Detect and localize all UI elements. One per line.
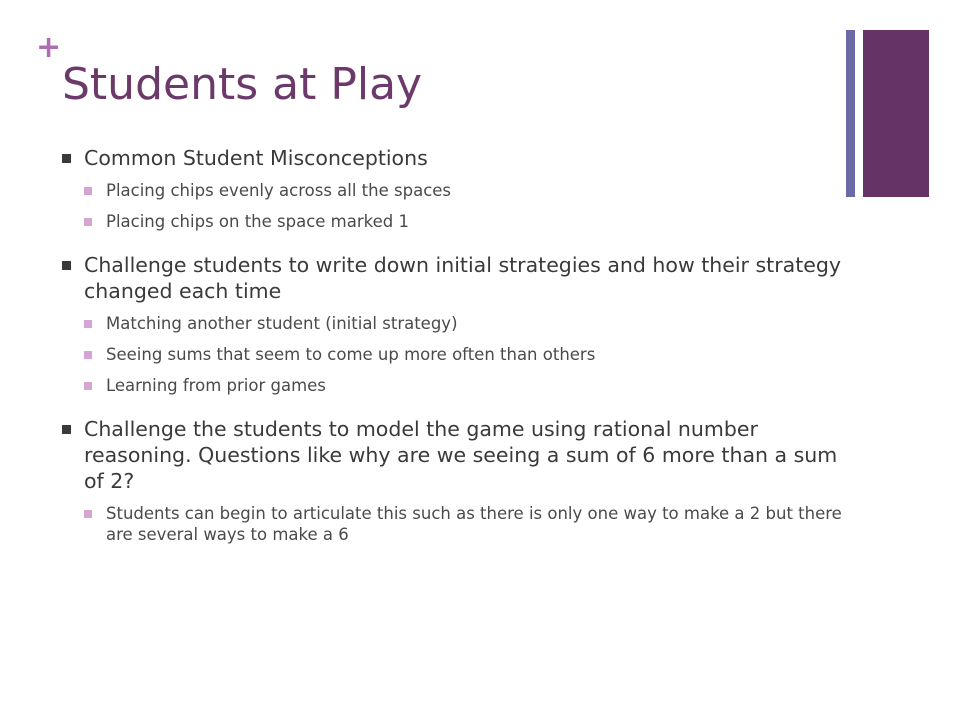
bullet-level2 bbox=[62, 211, 842, 232]
slide-content bbox=[62, 145, 842, 545]
bullet-level2 bbox=[62, 375, 842, 396]
slide-title: Students at Play bbox=[62, 59, 423, 110]
sub-bullet-text: Placing chips evenly across all the spaces bbox=[106, 181, 452, 200]
bullet-level1 bbox=[62, 145, 842, 171]
sub-bullet-text: Seeing sums that seem to come up more often than others bbox=[106, 345, 596, 364]
square-bullet-icon bbox=[84, 218, 92, 226]
sub-bullet-text: Learning from prior games bbox=[106, 376, 326, 395]
bullet-level1 bbox=[62, 416, 842, 494]
bullet-level1 bbox=[62, 252, 842, 304]
bullet-level2 bbox=[62, 344, 842, 365]
plus-icon: + bbox=[36, 30, 62, 65]
square-bullet-icon bbox=[62, 261, 71, 270]
bullet-text: Challenge students to write down initial strategies and how their strategy changed each time bbox=[84, 253, 842, 303]
sub-bullet-text: Matching another student (initial strategy) bbox=[106, 314, 458, 333]
square-bullet-icon bbox=[62, 154, 71, 163]
sub-bullet-text: Students can begin to articulate this such as there is only one way to make a 2 but there are several ways to make a 6 bbox=[106, 504, 842, 544]
square-bullet-icon bbox=[84, 187, 92, 195]
accent-bar-thick bbox=[863, 30, 929, 197]
square-bullet-icon bbox=[62, 425, 71, 434]
bullet-level2 bbox=[62, 503, 842, 545]
bullet-text: Common Student Misconceptions bbox=[84, 146, 428, 170]
bullet-level2 bbox=[62, 180, 842, 201]
bullet-level2 bbox=[62, 313, 842, 334]
square-bullet-icon bbox=[84, 382, 92, 390]
square-bullet-icon bbox=[84, 510, 92, 518]
accent-bar-thin bbox=[846, 30, 855, 197]
bullet-text: Challenge the students to model the game using rational number reasoning. Questions like why are we seeing a sum of 6 more than a sum of 2? bbox=[84, 417, 838, 493]
square-bullet-icon bbox=[84, 351, 92, 359]
sub-bullet-text: Placing chips on the space marked 1 bbox=[106, 212, 409, 231]
square-bullet-icon bbox=[84, 320, 92, 328]
